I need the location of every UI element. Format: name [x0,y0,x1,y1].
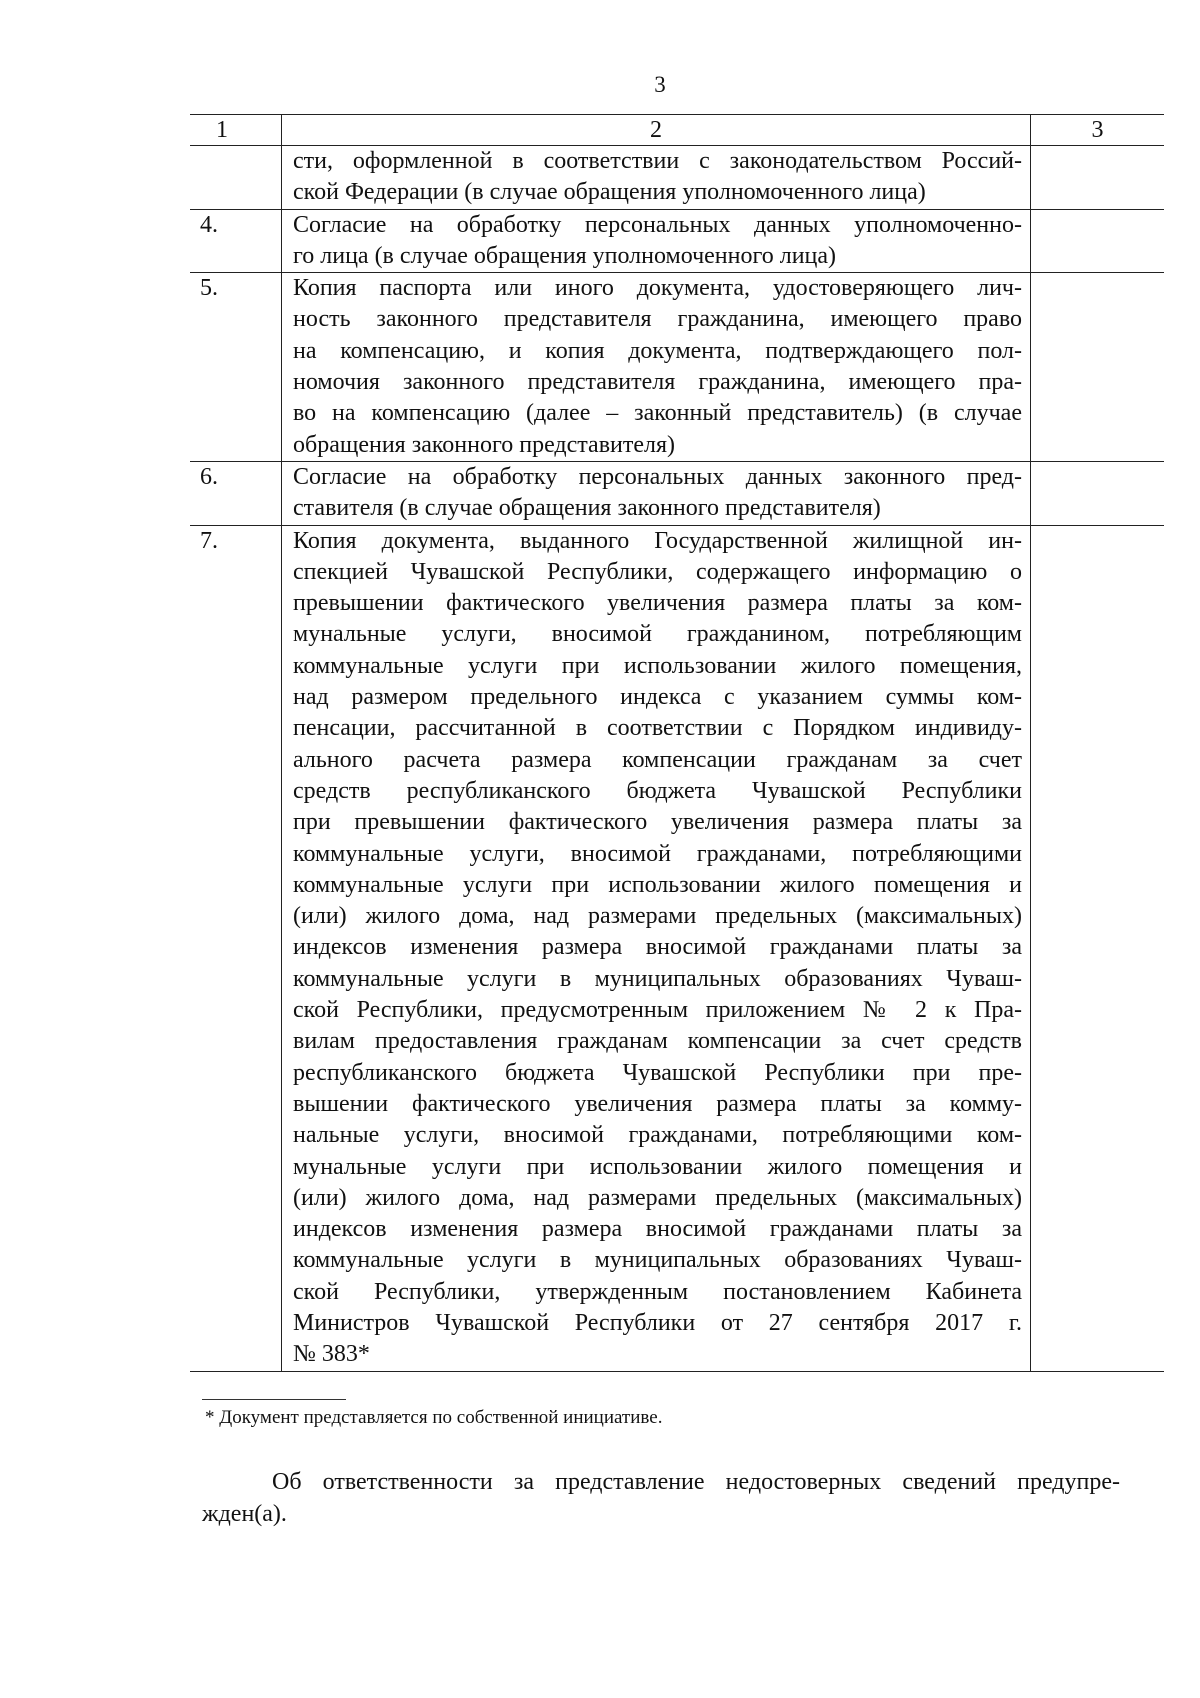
page-number: 3 [654,72,666,97]
description-line: вилам предоставления гражданам компенсации за счет средств [293,1028,1022,1055]
description-line: средств республиканского бюджета Чувашской Республики [293,777,1022,804]
table-row [190,273,1164,462]
description-line: индексов изменения размера вносимой гражданами платы за [293,934,1022,961]
description-line: сти, оформленной в соответствии с законодательством Россий- [293,148,1022,174]
description-line: коммунальные услуги в муниципальных образованиях Чуваш- [293,1247,1022,1274]
description-line: ской Республики, предусмотренным приложением № 2 к Пра- [293,997,1022,1024]
column-3-cell [1031,209,1165,273]
description-line: № 383* [293,1341,370,1368]
description-line: (или) жилого дома, над размерами предельных (максимальных) [293,903,1022,930]
column-3-cell [1031,146,1165,210]
table-row [190,461,1164,525]
header-cell-1: 1 [190,115,282,146]
column-3-cell [1031,461,1165,525]
closing-line: жден(а). [202,1501,287,1527]
description-line: вышении фактического увеличения размера платы за комму- [293,1090,1022,1117]
footnote-separator [202,1399,346,1400]
column-3-cell [1031,525,1165,1371]
description-line: республиканского бюджета Чувашской Республики при пре- [293,1059,1022,1086]
row-number: 7. [190,525,282,1371]
description-line: над размером предельного индекса с указанием суммы ком- [293,684,1022,711]
description-line: Согласие на обработку персональных данных уполномоченно- [293,211,1022,238]
description-line: нальные услуги, вносимой гражданами, потребляющими ком- [293,1122,1022,1149]
description-line: ность законного представителя гражданина, имеющего право [293,306,1022,333]
description-line: спекцией Чувашской Республики, содержащего информацию о [293,558,1022,585]
document-description [282,209,1031,273]
description-line: коммунальные услуги при использовании жилого помещения и [293,871,1022,898]
document-description [282,525,1031,1371]
row-number: 5. [190,273,282,462]
header-cell-3: 3 [1031,115,1165,146]
table-row [190,525,1164,1371]
footnote: * Документ представляется по собственной инициативе. [205,1407,663,1428]
description-line: коммунальные услуги, вносимой гражданами, потребляющими [293,840,1022,867]
description-line: обращения законного представителя) [293,431,676,458]
description-line: индексов изменения размера вносимой гражданами платы за [293,1216,1022,1243]
table-row [190,209,1164,273]
header-cell-2: 2 [282,115,1031,146]
description-line: превышении фактического увеличения размера платы за ком- [293,590,1022,617]
closing-line: Об ответственности за представление недостоверных сведений предупре- [272,1469,1120,1495]
column-3-cell [1031,273,1165,462]
description-line: Согласие на обработку персональных данных законного пред- [293,463,1022,490]
description-line: на компенсацию, и копия документа, подтверждающего пол- [293,337,1022,364]
description-line: ской Республики, утвержденным постановлением Кабинета [293,1278,1022,1305]
description-line: ального расчета размера компенсации гражданам за счет [293,746,1022,773]
row-number: 4. [190,209,282,273]
description-line: (или) жилого дома, над размерами предельных (максимальных) [293,1184,1022,1211]
description-line: мунальные услуги, вносимой гражданином, потребляющим [293,621,1022,648]
description-line: Министров Чувашской Республики от 27 сентября 2017 г. [293,1309,1022,1336]
row-number: 6. [190,461,282,525]
responsibility-statement [202,1466,1120,1530]
document-description [282,146,1031,210]
description-line: Копия паспорта или иного документа, удостоверяющего лич- [293,275,1022,302]
table-header-row [190,115,1164,146]
description-line: во на компенсацию (далее – законный представитель) (в случае [293,400,1022,427]
table-row [190,146,1164,210]
document-description [282,273,1031,462]
documents-table [190,114,1164,1372]
document-description [282,461,1031,525]
description-line: Копия документа, выданного Государственной жилищной ин- [293,527,1022,554]
description-line: мунальные услуги при использовании жилого помещения и [293,1153,1022,1180]
description-line: пенсации, рассчитанной в соответствии с Порядком индивиду- [293,715,1022,742]
description-line: ской Федерации (в случае обращения уполномоченного лица) [293,179,926,206]
description-line: ставителя (в случае обращения законного представителя) [293,495,881,522]
description-line: при превышении фактического увеличения размера платы за [293,809,1022,836]
description-line: номочия законного представителя гражданина, имеющего пра- [293,369,1022,396]
description-line: го лица (в случае обращения уполномоченного лица) [293,242,837,269]
description-line: коммунальные услуги при использовании жилого помещения, [293,652,1022,679]
description-line: коммунальные услуги в муниципальных образованиях Чуваш- [293,965,1022,992]
row-number [190,146,282,210]
